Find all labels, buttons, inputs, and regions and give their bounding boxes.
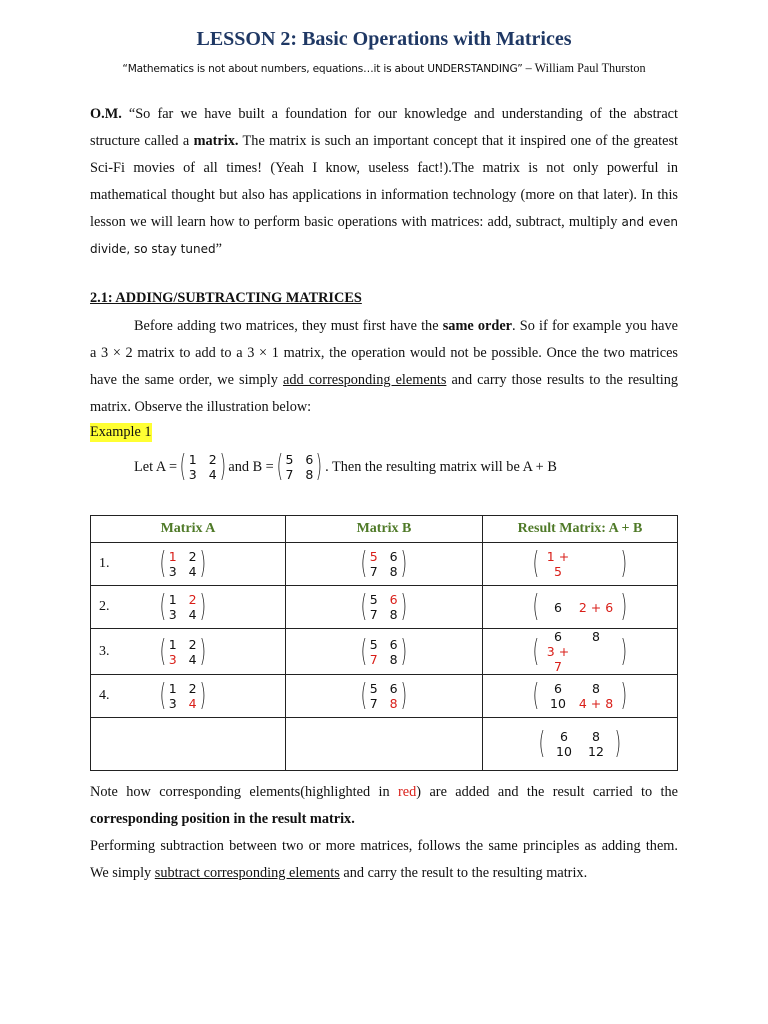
matrix-b: ( 5 6 7 8 ): [276, 449, 323, 484]
section-underline: add corresponding elements: [283, 372, 447, 388]
table-row: [91, 543, 678, 586]
intro-text-2: The matrix is such an important concept that it inspired one of the greatest Sci-Fi movies of all times! (Yeah I know, useless fact!).The matrix is not only powerful in mathematical thought but also has applications in information technology (more on that later). In this lesson we will learn how to perform basic operations with matrices: add, subtract, multiply: [90, 133, 679, 230]
table-row: [91, 629, 678, 675]
row-matrix-b: ( 5 6 7 8 ): [360, 678, 407, 713]
example-label: Example 1: [90, 424, 152, 440]
let-a-text: Let A =: [134, 458, 178, 475]
section-paragraph: [90, 313, 678, 421]
row-matrix-b: ( 5 6 7 8 ): [360, 546, 407, 581]
page-title: LESSON 2: Basic Operations with Matrices: [196, 28, 572, 50]
row-matrix-a: ( 1 2 3 4 ): [159, 589, 206, 624]
header-matrix-a: Matrix A: [91, 516, 286, 543]
and-b-text: and B =: [228, 458, 274, 475]
row-number: 2.: [99, 599, 110, 615]
epigraph: [90, 61, 678, 76]
intro-text-1: “So far we have built a foundation for our knowledge and understanding of the abstract structure called a: [90, 106, 678, 149]
row-matrix-b: ( 5 6 7 8 ): [360, 589, 407, 624]
intro-end: ”: [215, 241, 222, 257]
row-number: 4.: [99, 688, 110, 704]
row-matrix-b: ( 5 6 7 8 ): [360, 633, 407, 669]
note-paragraph: [90, 779, 678, 833]
section-bold: same order: [442, 318, 513, 334]
section-text-1: Before adding two matrices, they must first have the: [134, 318, 443, 334]
row-number: 3.: [99, 643, 110, 659]
note-bold: corresponding position in the result matrix.: [90, 811, 355, 827]
row-matrix-a: ( 1 2 3 4 ): [159, 546, 206, 581]
table-row: [91, 586, 678, 629]
subtraction-text-1: Performing subtraction between two or more matrices, follows the same principles as adding them. We simply: [90, 838, 678, 881]
subtraction-underline: subtract corresponding elements: [154, 865, 340, 881]
header-result: Result Matrix: A + B: [483, 516, 678, 543]
addition-table: [90, 515, 678, 771]
section-text-3: and carry those results to the resulting matrix. Observe the illustration below:: [90, 372, 678, 415]
note-text-2: ) are added and the result carried to the: [416, 784, 678, 800]
row-matrix-a: ( 1 2 3 4 ): [159, 678, 206, 713]
row-matrix-a: ( 1 2 3 4 ): [159, 633, 206, 669]
note-text-1: Note how corresponding elements(highlighted in: [90, 784, 399, 800]
quote-author: – William Paul Thurston: [522, 61, 646, 75]
section-text-2: . So if for example you have a 3 × 2 matrix to add to a 3 × 1 matrix, the operation would not be possible. Once the two matrices have the same order, we simply: [90, 318, 678, 388]
then-text: . Then the resulting matrix will be A + B: [325, 458, 557, 475]
subtraction-text-2: and carry the result to the resulting matrix.: [339, 865, 588, 881]
section-heading: 2.1: ADDING/SUBTRACTING MATRICES: [90, 290, 362, 306]
header-matrix-b: Matrix B: [286, 516, 483, 543]
intro-hand-text: and even divide, so stay tuned: [90, 215, 678, 256]
intro-bold: matrix.: [193, 133, 239, 149]
row-result-matrix: ( 6 8 3 + 7 ): [532, 629, 628, 674]
table-row: [91, 675, 678, 718]
row-result-matrix: ( 6 8 10 4 + 8 ): [532, 678, 628, 713]
row-result-matrix: ( 6 2 + 6 ): [532, 589, 628, 624]
example-statement: [134, 449, 557, 484]
subtraction-paragraph: [90, 833, 678, 887]
note-red-word: red: [398, 784, 417, 800]
matrix-a: ( 1 2 3 4 ): [179, 449, 226, 484]
quote-text: “Mathematics is not about numbers, equations…it is about UNDERSTANDING”: [122, 63, 523, 75]
row-number: 1.: [99, 556, 110, 572]
table-row-final: [91, 718, 678, 771]
intro-lead: O.M.: [90, 106, 122, 122]
final-result-matrix: ( 6 8 10 12 ): [538, 726, 622, 761]
intro-paragraph: [90, 101, 678, 263]
table-header-row: [91, 516, 678, 543]
row-result-matrix: ( 1 + 5 ): [532, 546, 628, 581]
